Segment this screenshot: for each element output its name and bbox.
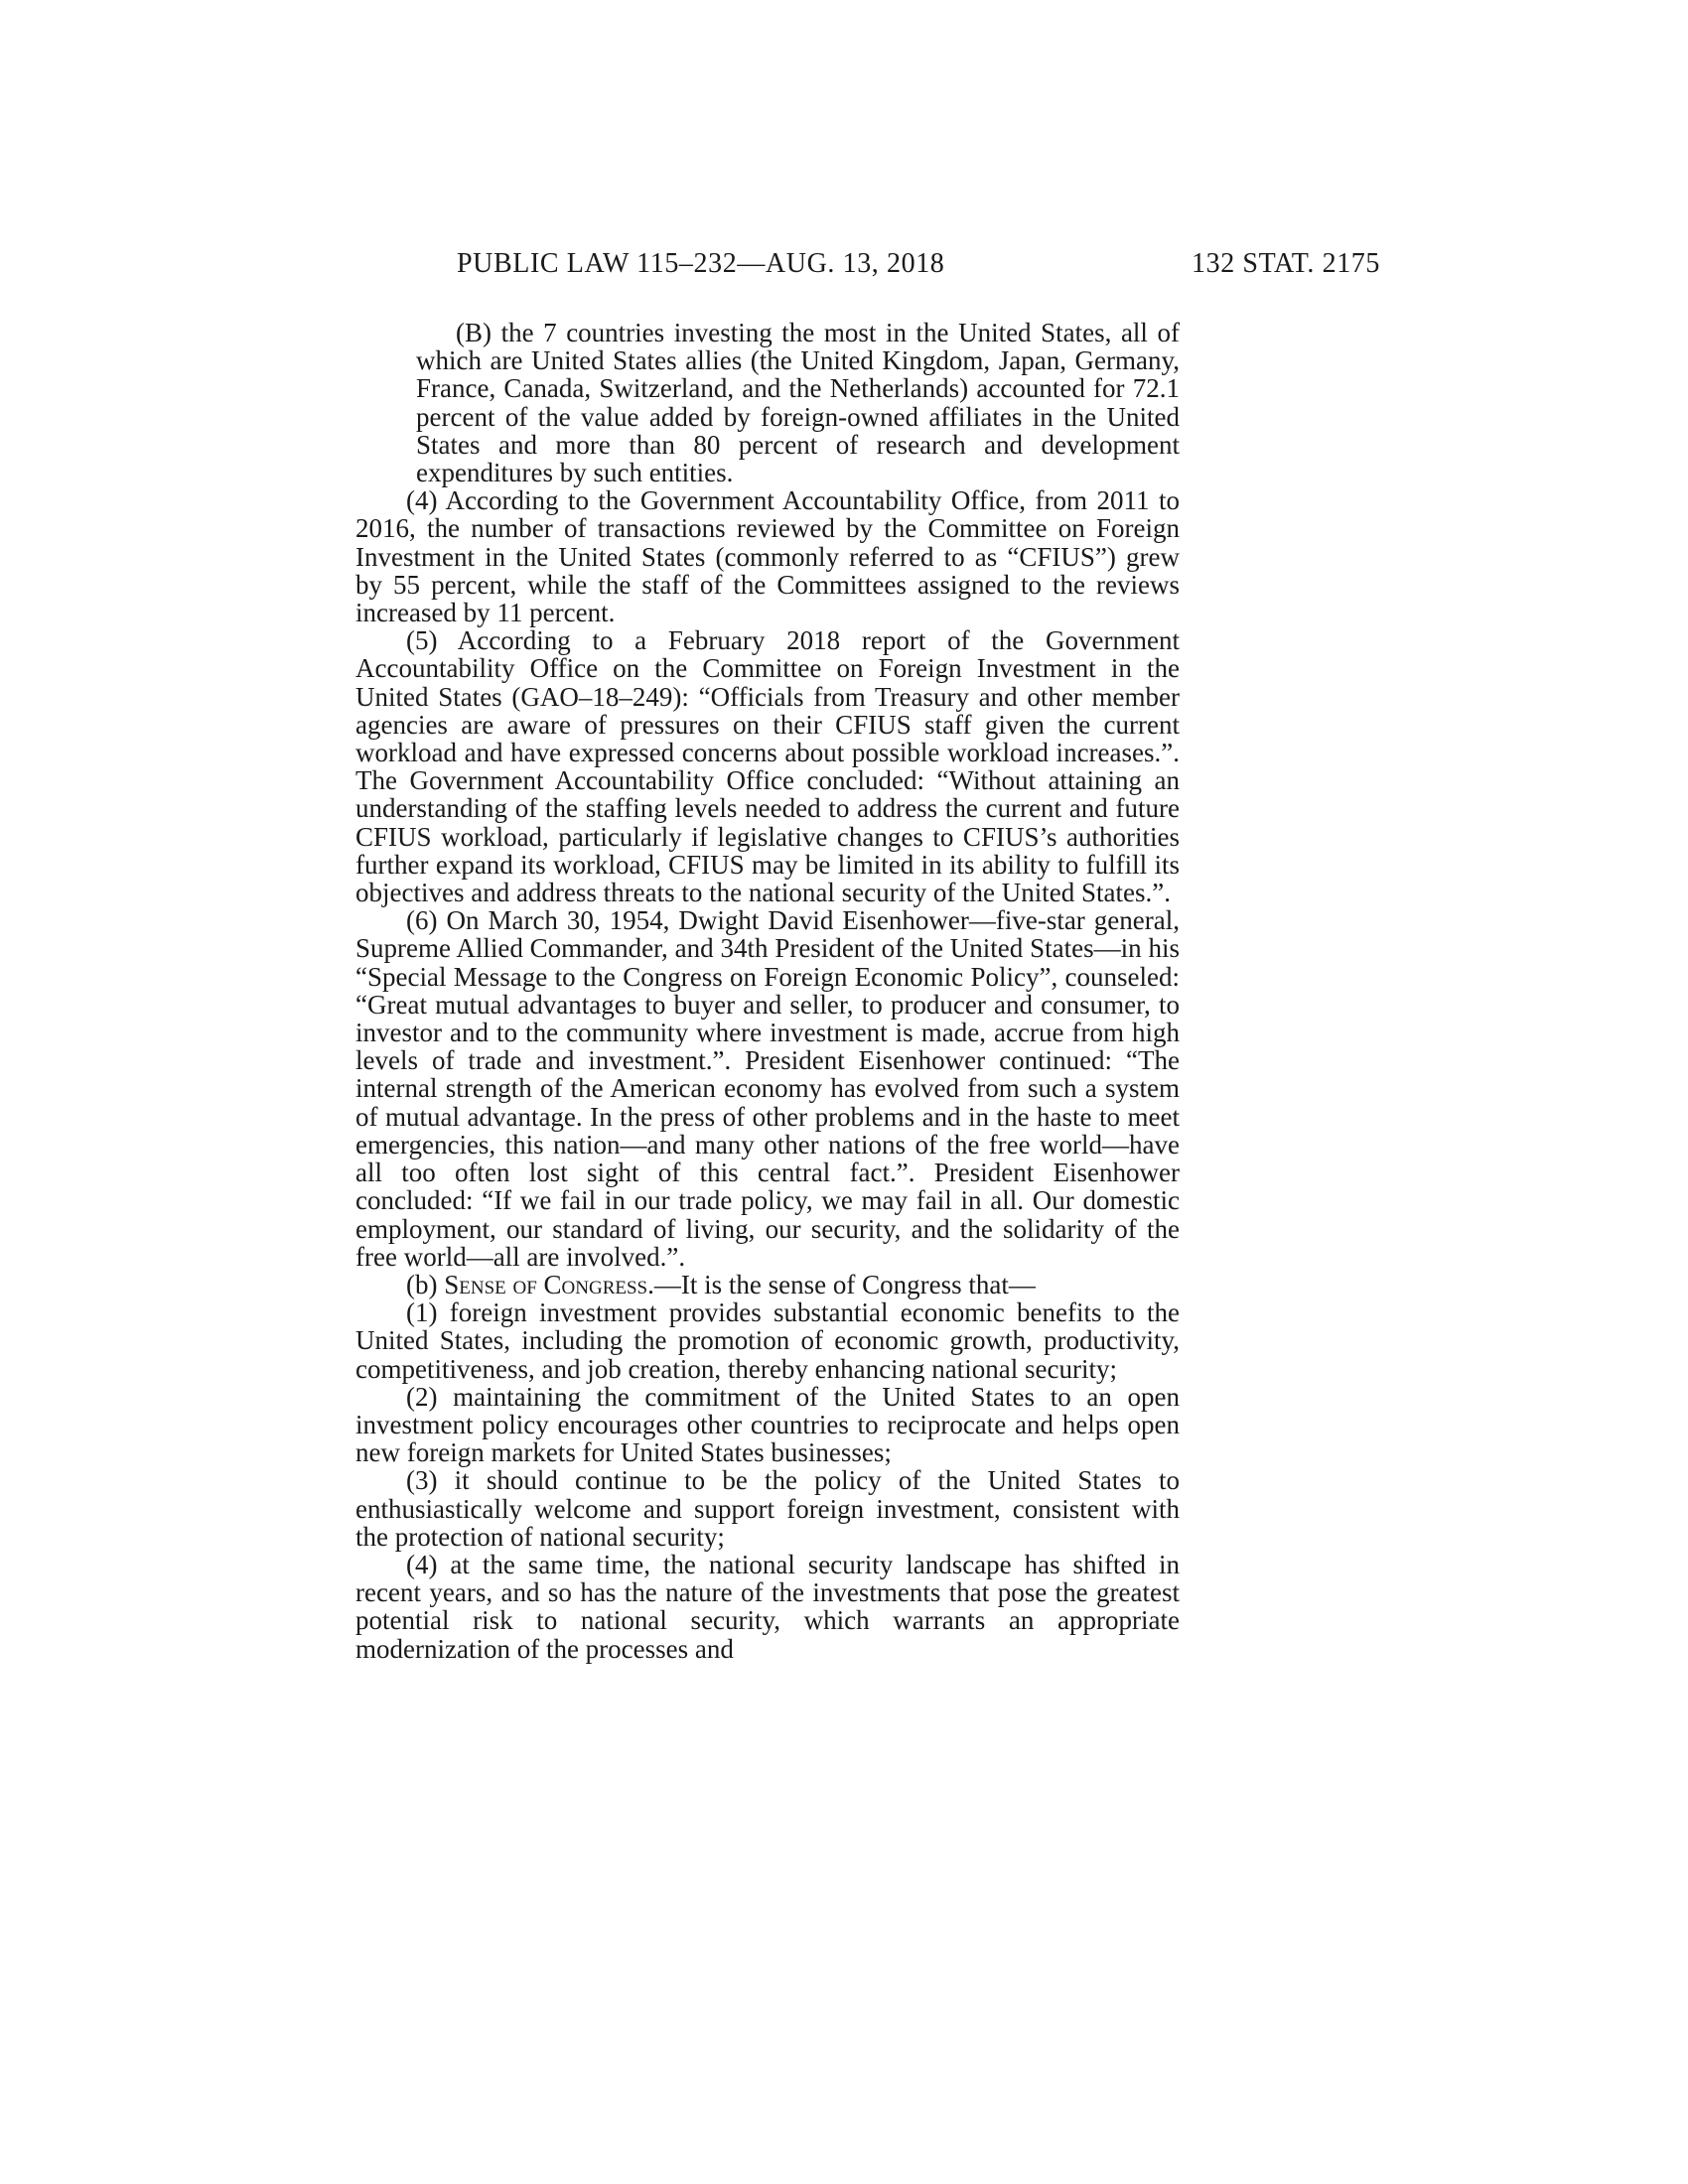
section-b-label: (b) xyxy=(406,1269,445,1299)
paragraph-4: (4) According to the Government Accountability Office, from 2011 to 2016, the number of transactions reviewed by the Committee on Foreign Investment in the United States (commonly referred to as “CFIUS”) grew by 55 percent, while the staff of the Committees assigned to the reviews increased by 11 percent. xyxy=(355,485,1180,628)
section-b-lead: .—It is the sense of Congress that— xyxy=(647,1269,1036,1299)
page-header xyxy=(457,248,1380,288)
section-b-sense-of-congress xyxy=(355,1271,1180,1298)
paragraph-5: (5) According to a February 2018 report of the Government Accountability Office on the Committee on Foreign Investment in the United States (GAO–18–249): “Officials from Treasury and other member agencies are aware of pressures on their CFIUS staff given the current workload and have expressed concerns about possible workload increases.”. The Government Accountability Office concluded: “Without attaining an understanding of the staffing levels needed to address the current and future CFIUS workload, particularly if legislative changes to CFIUS’s authorities further expand its workload, CFIUS may be limited in its ability to fulfill its objectives and address threats to the national security of the United States.”. xyxy=(355,625,1180,908)
paragraph-b1: (1) foreign investment provides substantial economic benefits to the United States, including the promotion of economic growth, productivity, competitiveness, and job creation, thereby enhancing national security; xyxy=(355,1297,1180,1384)
paragraph-b2: (2) maintaining the commitment of the United States to an open investment policy encourages other countries to reciprocate and helps open new foreign markets for United States businesses; xyxy=(355,1381,1180,1468)
statute-page-ref: 132 STAT. 2175 xyxy=(1192,248,1380,279)
paragraph-b3: (3) it should continue to be the policy of the United States to enthusiastically welcome and support foreign investment, consistent with the protection of national security; xyxy=(355,1465,1180,1552)
paragraph-b4: (4) at the same time, the national security landscape has shifted in recent years, and so has the nature of the investments that pose the greatest potential risk to national security, which warrants an appropriate modernization of the processes and xyxy=(355,1549,1180,1664)
running-head-title: PUBLIC LAW 115–232—AUG. 13, 2018 xyxy=(457,248,945,279)
paragraph-6: (6) On March 30, 1954, Dwight David Eisenhower—five-star general, Supreme Allied Commander, and 34th President of the United States—in his “Special Message to the Congress on Foreign Economic Policy”, counseled: “Great mutual advantages to buyer and seller, to producer and consumer, to investor and to the community where investment is made, accrue from high levels of trade and investment.”. President Eisenhower continued: “The internal strength of the American economy has evolved from such a system of mutual advantage. In the press of other problems and in the haste to meet emergencies, this nation—and many other nations of the free world—have all too often lost sight of this central fact.”. President Eisenhower concluded: “If we fail in our trade policy, we may fail in all. Our domestic employment, our standard of living, our security, and the solidarity of the free world—all are involved.”. xyxy=(355,905,1180,1272)
paragraph-3b: (B) the 7 countries investing the most in the United States, all of which are United States allies (the United Kingdom, Japan, Germany, France, Canada, Switzerland, and the Netherlands) accounted for 72.1 percent of the value added by foreign-owned affiliates in the United States and more than 80 percent of research and development expenditures by such entities. xyxy=(416,318,1180,488)
section-b-heading: Sense of Congress xyxy=(444,1269,648,1299)
document-body xyxy=(355,319,1180,1663)
